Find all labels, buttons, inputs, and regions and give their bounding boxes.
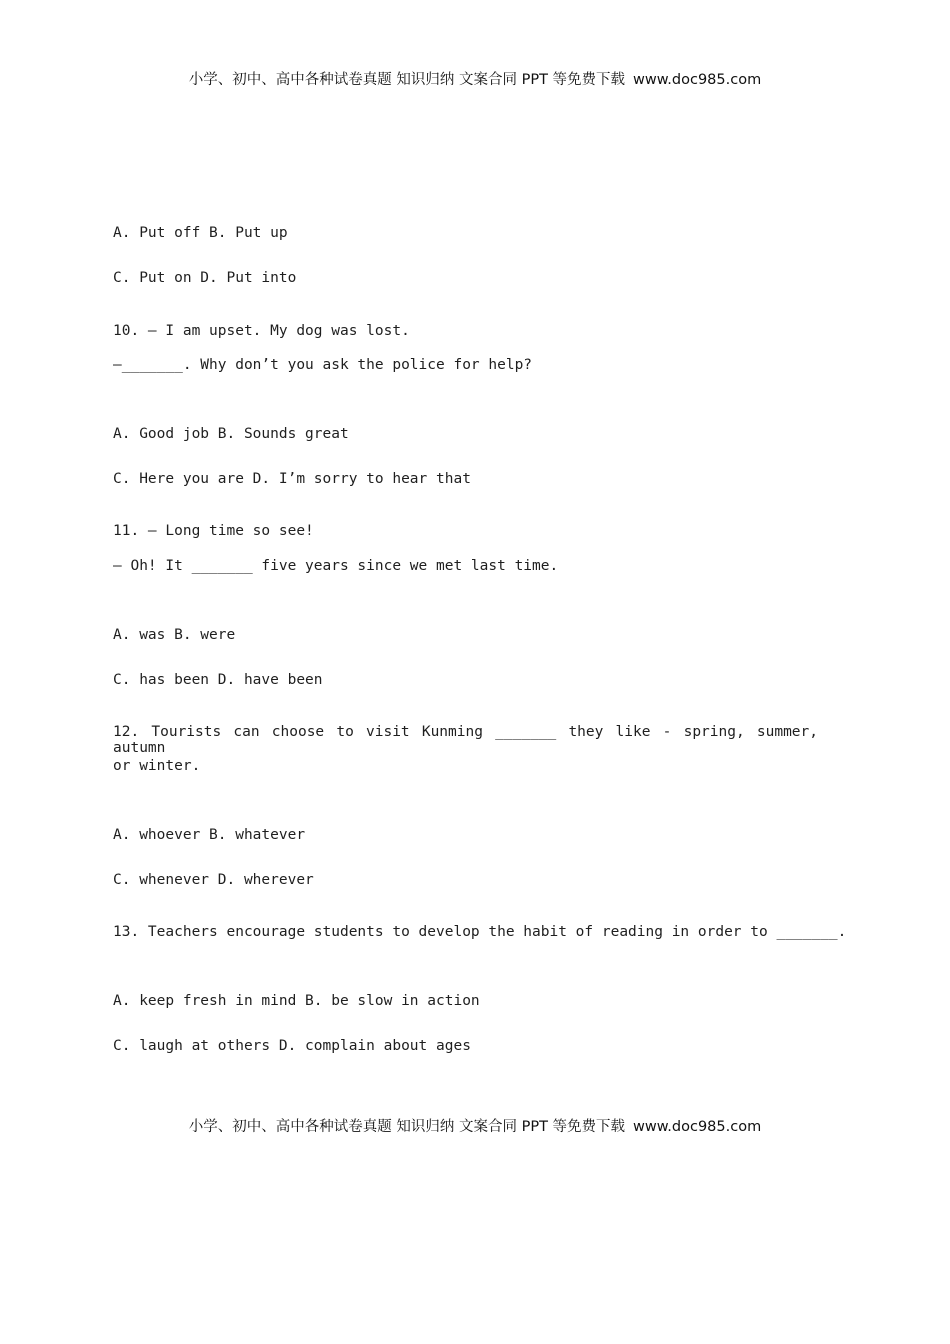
page-footer: [0, 1115, 950, 1136]
q12-options-ab: A. whoever B. whatever: [113, 827, 306, 843]
header-url: www.doc985.com: [633, 72, 762, 88]
footer-text: 小学、初中、高中各种试卷真题 知识归纳 文案合同 PPT 等免费下载: [188, 1119, 626, 1135]
q13-stem-line1: 13. Teachers encourage students to develop the habit of reading in order to _______.: [113, 924, 847, 940]
q10-stem-line2: —_______. Why don’t you ask the police for help?: [113, 357, 533, 373]
q9-options-cd: C. Put on D. Put into: [113, 270, 297, 286]
q9-options-ab: A. Put off B. Put up: [113, 225, 288, 241]
page-header: [0, 68, 950, 89]
q11-options-cd: C. has been D. have been: [113, 672, 323, 688]
q13-options-cd: C. laugh at others D. complain about ages: [113, 1038, 471, 1054]
q12-stem-line1: 12. Tourists can choose to visit Kunming _______ they like - spring, summer, autumn: [113, 724, 818, 756]
q11-stem-line2: — Oh! It _______ five years since we met last time.: [113, 558, 559, 574]
q10-stem-line1: 10. — I am upset. My dog was lost.: [113, 323, 410, 339]
footer-url: www.doc985.com: [633, 1119, 762, 1135]
q12-stem-line2: or winter.: [113, 758, 201, 774]
q10-options-ab: A. Good job B. Sounds great: [113, 426, 349, 442]
header-text: 小学、初中、高中各种试卷真题 知识归纳 文案合同 PPT 等免费下载: [188, 72, 626, 88]
q11-stem-line1: 11. — Long time so see!: [113, 523, 314, 539]
q13-options-ab: A. keep fresh in mind B. be slow in action: [113, 993, 480, 1009]
q11-options-ab: A. was B. were: [113, 627, 236, 643]
q10-options-cd: C. Here you are D. I’m sorry to hear that: [113, 471, 471, 487]
q12-options-cd: C. whenever D. wherever: [113, 872, 314, 888]
